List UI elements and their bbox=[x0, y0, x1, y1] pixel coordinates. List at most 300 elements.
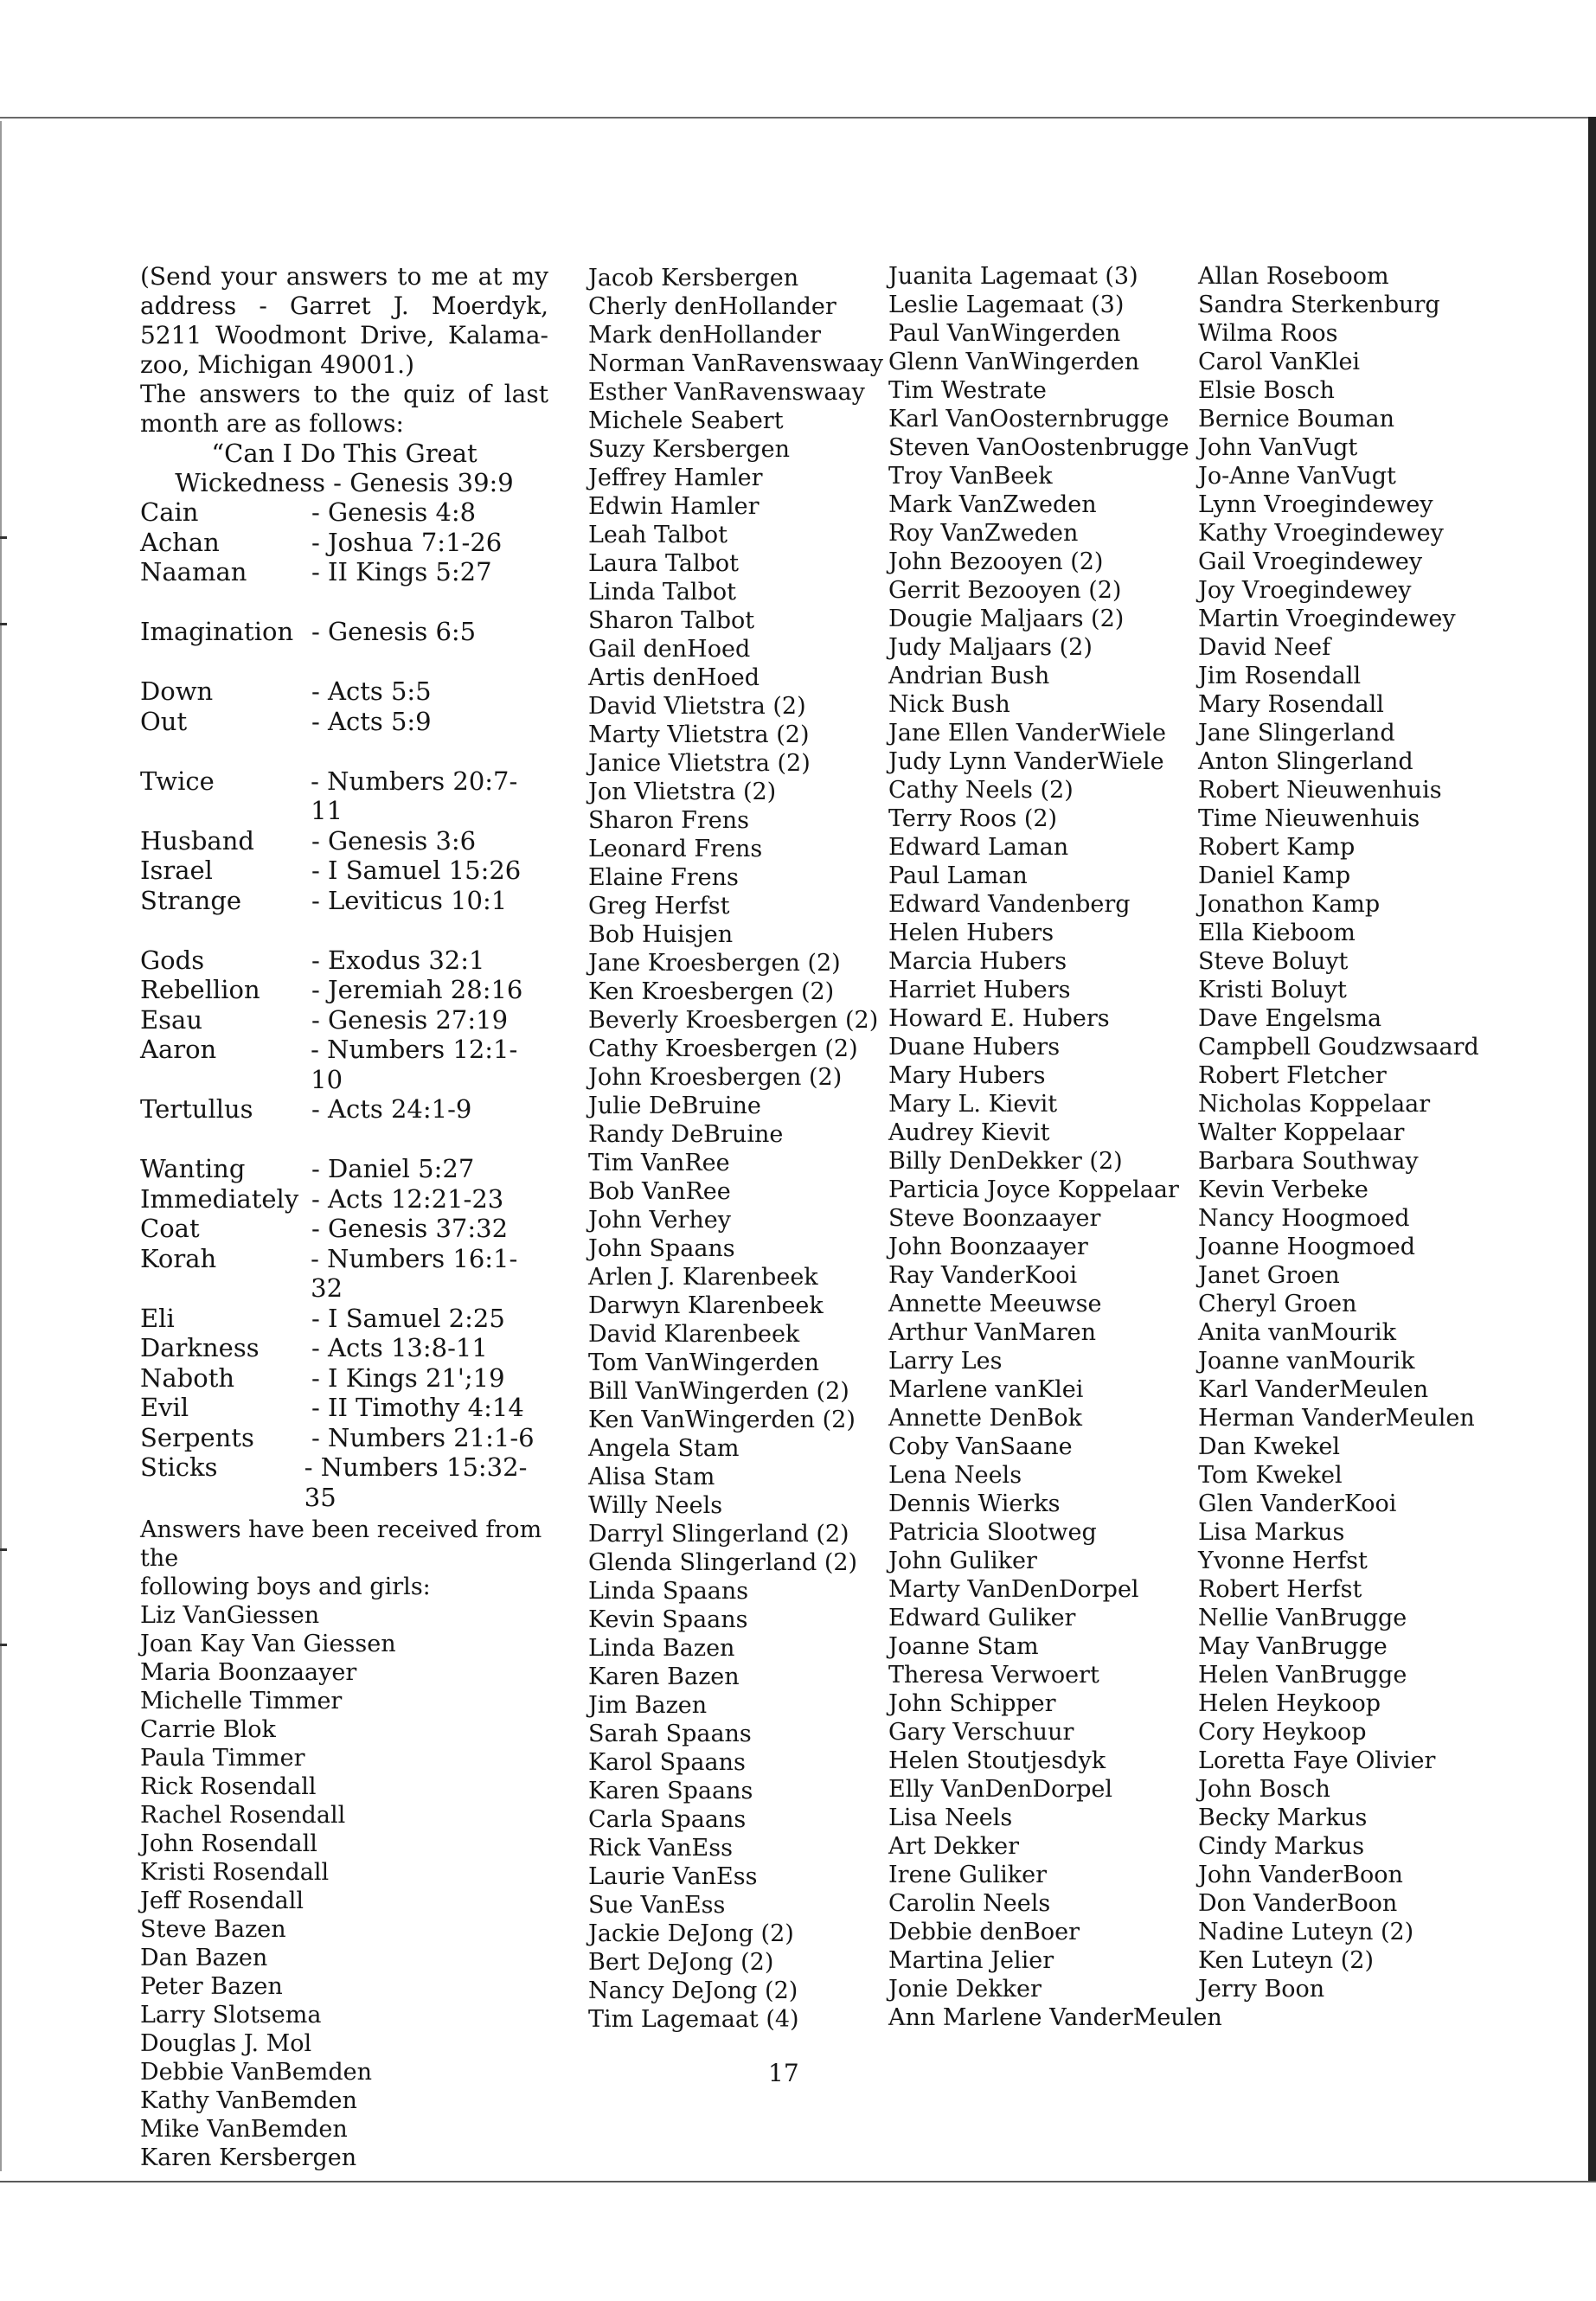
participant-name: Bill VanWingerden (2) bbox=[588, 1378, 849, 1405]
quiz-answer-row bbox=[140, 1363, 548, 1394]
quiz-answer-word: Korah bbox=[140, 1243, 217, 1273]
participant-name: Kristi Boluyt bbox=[1198, 977, 1347, 1003]
quiz-answer-row bbox=[140, 1005, 548, 1035]
participant-name: Lena Neels bbox=[888, 1462, 1022, 1489]
scan-mark bbox=[0, 536, 7, 539]
quiz-answer-word: Coat bbox=[140, 1214, 200, 1243]
participant-name: Roy VanZweden bbox=[888, 520, 1079, 547]
participant-name: Nancy Hoogmoed bbox=[1198, 1205, 1410, 1232]
participant-name: Cory Heykoop bbox=[1198, 1719, 1367, 1746]
participant-name: Joy Vroegindewey bbox=[1198, 577, 1412, 604]
participant-name: Kevin Spaans bbox=[588, 1606, 748, 1633]
page-edge-bottom bbox=[0, 2181, 1596, 2182]
page-edge-left bbox=[0, 121, 2, 2171]
quiz-answer-reference: - I Kings 21';19 bbox=[311, 1362, 505, 1393]
quiz-answer-reference: - Genesis 27:19 bbox=[311, 1004, 509, 1035]
participant-name: Glenn VanWingerden bbox=[888, 349, 1140, 375]
participant-name: Cathy Neels (2) bbox=[888, 777, 1074, 804]
participant-name: Linda Bazen bbox=[588, 1635, 735, 1662]
participant-name: Willy Neels bbox=[588, 1492, 723, 1519]
quiz-title: Wickedness - Genesis 39:9 bbox=[175, 468, 514, 497]
participant-name: David Vlietstra (2) bbox=[588, 693, 806, 720]
participant-name: Mark VanZweden bbox=[888, 491, 1097, 518]
participant-name: Anita vanMourik bbox=[1198, 1319, 1396, 1346]
participant-name: Paula Timmer bbox=[140, 1745, 305, 1772]
quiz-answer-reference: - Numbers 15:32-35 bbox=[304, 1452, 528, 1512]
participant-name: Marcia Hubers bbox=[888, 948, 1067, 975]
participant-name: Gail denHoed bbox=[588, 636, 751, 663]
participant-name: John Rosendall bbox=[140, 1830, 317, 1857]
participant-name: Gerrit Bezooyen (2) bbox=[888, 577, 1122, 604]
quiz-answer-row bbox=[140, 497, 548, 528]
participant-name: Nancy DeJong (2) bbox=[588, 1977, 798, 2004]
quiz-answer-word: Naboth bbox=[140, 1362, 235, 1393]
quiz-answer-word: Naaman bbox=[140, 557, 247, 586]
participant-name: Ella Kieboom bbox=[1198, 920, 1356, 946]
participant-name: Coby VanSaane bbox=[888, 1433, 1073, 1460]
participant-name: Arthur VanMaren bbox=[888, 1319, 1097, 1346]
participant-name: Terry Roos (2) bbox=[888, 805, 1058, 832]
participant-name: Robert Kamp bbox=[1198, 834, 1356, 861]
quiz-answer-reference: - Numbers 16:1-32 bbox=[311, 1243, 518, 1303]
quiz-answer-row bbox=[140, 557, 548, 587]
participant-name: Martin Vroegindewey bbox=[1198, 606, 1456, 632]
participant-name: Elly VanDenDorpel bbox=[888, 1776, 1113, 1803]
participant-name: Mary Hubers bbox=[888, 1062, 1046, 1089]
participant-name: Billy DenDekker (2) bbox=[888, 1148, 1123, 1175]
participant-name: Helen Hubers bbox=[888, 920, 1054, 946]
page-number: 17 bbox=[768, 2059, 799, 2087]
quiz-group-gap bbox=[140, 647, 548, 677]
quiz-answer-row bbox=[140, 766, 548, 826]
intro-paragraph bbox=[140, 262, 548, 439]
participant-name: Jackie DeJong (2) bbox=[588, 1920, 794, 1947]
quiz-answer-word: Immediately bbox=[140, 1183, 299, 1214]
scan-mark bbox=[0, 1548, 7, 1551]
quiz-answer-row bbox=[140, 1244, 548, 1304]
participant-name: Alisa Stam bbox=[588, 1464, 715, 1490]
participant-name: Janet Groen bbox=[1198, 1262, 1340, 1289]
participant-name: Gary Verschuur bbox=[888, 1719, 1074, 1746]
quiz-answer-reference: - II Timothy 4:14 bbox=[311, 1393, 524, 1422]
participant-name: Leonard Frens bbox=[588, 836, 763, 862]
participant-name: Duane Hubers bbox=[888, 1034, 1061, 1061]
name-list bbox=[888, 262, 1222, 2032]
quiz-answer-word: Darkness bbox=[140, 1333, 260, 1362]
participant-name: Joanne vanMourik bbox=[1198, 1348, 1415, 1375]
participant-name: Kathy Vroegindewey bbox=[1198, 520, 1444, 547]
quiz-answer-row bbox=[140, 1214, 548, 1244]
quiz-answer-reference: - Genesis 37:32 bbox=[311, 1214, 509, 1243]
participant-name: Judy Maljaars (2) bbox=[888, 634, 1093, 661]
intro-line: address - Garret J. Moerdyk, bbox=[140, 292, 548, 320]
participant-name: Nicholas Koppelaar bbox=[1198, 1091, 1431, 1118]
quiz-answer-word: Eli bbox=[140, 1303, 175, 1333]
quiz-answer-word: Achan bbox=[140, 527, 220, 557]
name-list bbox=[588, 264, 884, 2034]
participant-name: Jane Slingerland bbox=[1198, 720, 1395, 747]
participant-name: Audrey Kievit bbox=[888, 1119, 1050, 1146]
column-2 bbox=[588, 264, 884, 2034]
participant-name: Carolin Neels bbox=[888, 1890, 1051, 1917]
participant-name: Joanne Hoogmoed bbox=[1198, 1234, 1415, 1260]
quiz-answer-word: Twice bbox=[140, 766, 215, 796]
quiz-answer-word: Husband bbox=[140, 825, 254, 856]
participant-name: Jane Ellen VanderWiele bbox=[888, 720, 1166, 747]
participant-name: Ken Kroesbergen (2) bbox=[588, 978, 835, 1005]
participant-name: David Klarenbeek bbox=[588, 1321, 800, 1348]
participant-name: Liz VanGiessen bbox=[140, 1602, 320, 1629]
participant-name: Cherly denHollander bbox=[588, 293, 836, 320]
participant-name: Elaine Frens bbox=[588, 864, 739, 891]
page-edge-top bbox=[0, 117, 1596, 119]
quiz-answer-word: Strange bbox=[140, 885, 242, 915]
participant-name: Rick VanEss bbox=[588, 1835, 733, 1862]
participant-name: Carol VanKlei bbox=[1198, 349, 1361, 375]
quiz-answer-reference: - Acts 5:9 bbox=[311, 706, 432, 736]
participant-name: David Neef bbox=[1198, 634, 1331, 661]
participant-name: Norman VanRavenswaay bbox=[588, 350, 884, 377]
quiz-answer-word: Esau bbox=[140, 1004, 203, 1035]
participant-name: Paul VanWingerden bbox=[888, 320, 1121, 347]
participant-name: Sharon Frens bbox=[588, 807, 749, 834]
participant-name: Tim Westrate bbox=[888, 377, 1047, 404]
participant-name: Walter Koppelaar bbox=[1198, 1119, 1405, 1146]
participant-name: Artis denHoed bbox=[588, 664, 760, 691]
participant-name: Annette Meeuwse bbox=[888, 1291, 1102, 1317]
participant-name: Nadine Luteyn (2) bbox=[1198, 1919, 1414, 1945]
quiz-answer-word: Rebellion bbox=[140, 975, 260, 1004]
quiz-answer-word: Evil bbox=[140, 1393, 189, 1422]
participant-name: Tim Lagemaat (4) bbox=[588, 2006, 799, 2033]
participant-name: Edward Laman bbox=[888, 834, 1069, 861]
quiz-answer-row bbox=[140, 617, 548, 647]
participant-name: Debbie denBoer bbox=[888, 1919, 1080, 1945]
participant-name: Helen VanBrugge bbox=[1198, 1662, 1407, 1689]
participant-name: Becky Markus bbox=[1198, 1804, 1368, 1831]
participant-name: Carrie Blok bbox=[140, 1716, 276, 1743]
quiz-answer-row bbox=[140, 975, 548, 1005]
participant-name: Karl VanderMeulen bbox=[1198, 1376, 1429, 1403]
participant-name: Jim Bazen bbox=[588, 1692, 708, 1719]
intro-line: (Send your answers to me at my bbox=[140, 262, 548, 291]
participant-name: Joan Kay Van Giessen bbox=[140, 1631, 396, 1657]
quiz-answer-reference: - Acts 12:21-23 bbox=[311, 1183, 504, 1214]
participant-name: Debbie VanBemden bbox=[140, 2059, 372, 2086]
quiz-answer-reference: - I Samuel 2:25 bbox=[311, 1303, 505, 1333]
participant-name: Douglas J. Mol bbox=[140, 2030, 312, 2057]
participant-name: Irene Guliker bbox=[888, 1862, 1047, 1888]
participant-name: Steve Boluyt bbox=[1198, 948, 1349, 975]
participant-name: Jacob Kersbergen bbox=[588, 265, 799, 292]
quiz-answer-word: Tertullus bbox=[140, 1094, 253, 1124]
quiz-title: “Can I Do This Great bbox=[211, 439, 478, 468]
participant-name: Tom VanWingerden bbox=[588, 1349, 819, 1376]
quiz-answer-row bbox=[140, 1452, 548, 1512]
participant-name: Jeff Rosendall bbox=[140, 1888, 304, 1914]
participant-name: John Boonzaayer bbox=[888, 1234, 1088, 1260]
participant-name: Time Nieuwenhuis bbox=[1198, 805, 1420, 832]
participant-name: Wilma Roos bbox=[1198, 320, 1338, 347]
participant-name: Linda Talbot bbox=[588, 579, 736, 606]
participant-name: Ken Luteyn (2) bbox=[1198, 1947, 1375, 1974]
quiz-answer-row bbox=[140, 1184, 548, 1215]
participant-name: Jon Vlietstra (2) bbox=[588, 779, 777, 805]
participant-name: Esther VanRavenswaay bbox=[588, 379, 865, 406]
participant-name: Mary L. Kievit bbox=[888, 1091, 1058, 1118]
intro-line: month are as follows: bbox=[140, 409, 404, 438]
participant-name: Dan Bazen bbox=[140, 1945, 268, 1971]
participant-name: Dave Engelsma bbox=[1198, 1005, 1382, 1032]
participant-name: Helen Stoutjesdyk bbox=[888, 1747, 1106, 1774]
participant-name: Gail Vroegindewey bbox=[1198, 548, 1423, 575]
participant-name: Tim VanRee bbox=[588, 1150, 730, 1176]
participant-name: Larry Les bbox=[888, 1348, 1003, 1375]
participant-name: Carla Spaans bbox=[588, 1806, 747, 1833]
participant-name: Campbell Goudzwsaard bbox=[1198, 1034, 1479, 1061]
participant-name: Anton Slingerland bbox=[1198, 748, 1413, 775]
participant-name: May VanBrugge bbox=[1198, 1633, 1388, 1660]
participant-name: Yvonne Herfst bbox=[1198, 1548, 1368, 1574]
participant-name: John Spaans bbox=[588, 1235, 735, 1262]
quiz-group-gap bbox=[140, 587, 548, 618]
participant-name: Karen Kersbergen bbox=[140, 2144, 357, 2171]
participant-name: Leah Talbot bbox=[588, 522, 728, 548]
participant-name: John Bezooyen (2) bbox=[888, 548, 1104, 575]
quiz-answer-reference: - Joshua 7:1-26 bbox=[311, 527, 503, 557]
participant-name: John Guliker bbox=[888, 1548, 1037, 1574]
participant-name: Robert Herfst bbox=[1198, 1576, 1362, 1603]
participant-name: Art Dekker bbox=[888, 1833, 1020, 1860]
participant-name: Darryl Slingerland (2) bbox=[588, 1521, 849, 1548]
participant-name: Howard E. Hubers bbox=[888, 1005, 1110, 1032]
participant-name: Sue VanEss bbox=[588, 1892, 726, 1919]
participant-name: Karen Bazen bbox=[588, 1663, 740, 1690]
participant-name: John Verhey bbox=[588, 1207, 731, 1234]
participant-name: Steve Boonzaayer bbox=[888, 1205, 1101, 1232]
participant-name: Jane Kroesbergen (2) bbox=[588, 950, 841, 977]
participant-name: Loretta Faye Olivier bbox=[1198, 1747, 1436, 1774]
received-intro: following boys and girls: bbox=[140, 1574, 431, 1600]
quiz-answer-row bbox=[140, 886, 548, 916]
participant-name: Theresa Verwoert bbox=[888, 1662, 1099, 1689]
quiz-answer-row bbox=[140, 1094, 548, 1125]
participant-name: Andrian Bush bbox=[888, 663, 1050, 689]
participant-name: Dougie Maljaars (2) bbox=[888, 606, 1125, 632]
participant-name: Leslie Lagemaat (3) bbox=[888, 292, 1125, 318]
participant-name: Dan Kwekel bbox=[1198, 1433, 1340, 1460]
quiz-group-gap bbox=[140, 736, 548, 766]
participant-name: Arlen J. Klarenbeek bbox=[588, 1264, 818, 1291]
participant-name: Patricia Slootweg bbox=[888, 1519, 1097, 1546]
participant-name: Sandra Sterkenburg bbox=[1198, 292, 1440, 318]
participant-name: Greg Herfst bbox=[588, 893, 730, 920]
participant-name: Dennis Wierks bbox=[888, 1490, 1061, 1517]
participant-name: Edward Vandenberg bbox=[888, 891, 1131, 918]
quiz-answer-row bbox=[140, 826, 548, 856]
name-list bbox=[1198, 262, 1570, 2003]
page-edge-right bbox=[1588, 117, 1596, 2182]
quiz-answer-word: Gods bbox=[140, 945, 205, 975]
participant-name: Sharon Talbot bbox=[588, 607, 755, 634]
quiz-answer-reference: - Genesis 4:8 bbox=[311, 497, 477, 527]
participant-name: Kristi Rosendall bbox=[140, 1859, 330, 1886]
participant-name: Paul Laman bbox=[888, 862, 1028, 889]
quiz-answer-list bbox=[140, 497, 548, 1512]
participant-name: Glenda Slingerland (2) bbox=[588, 1549, 858, 1576]
participant-name: John Schipper bbox=[888, 1690, 1056, 1717]
participant-name: Jonie Dekker bbox=[888, 1976, 1042, 2003]
participant-name: Mary Rosendall bbox=[1198, 691, 1384, 718]
column-4 bbox=[1198, 262, 1570, 2003]
participant-name: Marty VanDenDorpel bbox=[888, 1576, 1139, 1603]
participant-name: Marty Vlietstra (2) bbox=[588, 721, 810, 748]
participant-name: Kevin Verbeke bbox=[1198, 1176, 1368, 1203]
participant-name: Julie DeBruine bbox=[588, 1093, 761, 1119]
quiz-answer-reference: - I Samuel 15:26 bbox=[311, 856, 522, 885]
scan-mark bbox=[0, 1644, 7, 1646]
participant-name: Jeffrey Hamler bbox=[588, 465, 763, 491]
participant-name: Lisa Markus bbox=[1198, 1519, 1345, 1546]
participant-name: Rachel Rosendall bbox=[140, 1802, 346, 1829]
quiz-answer-reference: - Jeremiah 28:16 bbox=[311, 975, 523, 1004]
column-3 bbox=[888, 262, 1222, 2032]
quiz-answer-row bbox=[140, 707, 548, 737]
participant-name: Lynn Vroegindewey bbox=[1198, 491, 1433, 518]
participant-name: Janice Vlietstra (2) bbox=[588, 750, 811, 777]
participant-name: Martina Jelier bbox=[888, 1947, 1054, 1974]
quiz-answer-reference: - Leviticus 10:1 bbox=[311, 885, 508, 915]
quiz-answer-reference: - Numbers 12:1-10 bbox=[311, 1035, 518, 1094]
participant-name: Randy DeBruine bbox=[588, 1121, 784, 1148]
quiz-answer-word: Israel bbox=[140, 856, 213, 885]
participant-name: Robert Nieuwenhuis bbox=[1198, 777, 1442, 804]
quiz-answer-row bbox=[140, 945, 548, 976]
participant-name: Annette DenBok bbox=[888, 1405, 1082, 1432]
participant-name: Bob Huisjen bbox=[588, 921, 734, 948]
quiz-answer-row bbox=[140, 1423, 548, 1453]
quiz-answer-row bbox=[140, 1154, 548, 1184]
participant-name: John Kroesbergen (2) bbox=[588, 1064, 843, 1091]
quiz-answer-reference: - Daniel 5:27 bbox=[311, 1154, 475, 1183]
intro-line: The answers to the quiz of last bbox=[140, 380, 548, 408]
participant-name: Karen Spaans bbox=[588, 1778, 753, 1804]
quiz-answer-reference: - Acts 13:8-11 bbox=[311, 1333, 488, 1362]
participant-name: Jerry Boon bbox=[1198, 1976, 1325, 2003]
participant-name: Angela Stam bbox=[588, 1435, 740, 1462]
participant-name: Robert Fletcher bbox=[1198, 1062, 1387, 1089]
participant-name: Don VanderBoon bbox=[1198, 1890, 1398, 1917]
participant-name: Jim Rosendall bbox=[1198, 663, 1362, 689]
participant-name: Edwin Hamler bbox=[588, 493, 760, 520]
intro-line: zoo, Michigan 49001.) bbox=[140, 350, 415, 379]
participant-name: Ann Marlene VanderMeulen bbox=[888, 2004, 1222, 2031]
quiz-answer-word: Aaron bbox=[140, 1035, 217, 1064]
participant-name: Allan Roseboom bbox=[1198, 263, 1389, 290]
participant-name: Mike VanBemden bbox=[140, 2116, 348, 2143]
participant-name: Beverly Kroesbergen (2) bbox=[588, 1007, 879, 1034]
quiz-answer-word: Serpents bbox=[140, 1422, 254, 1452]
quiz-answer-row bbox=[140, 1393, 548, 1423]
participant-name: Karol Spaans bbox=[588, 1749, 746, 1776]
quiz-answer-row bbox=[140, 1304, 548, 1334]
participant-name: Judy Lynn VanderWiele bbox=[888, 748, 1164, 775]
column-1 bbox=[140, 262, 548, 2172]
participant-name: Mark denHollander bbox=[588, 322, 821, 349]
quiz-answer-reference: - Acts 5:5 bbox=[311, 676, 432, 706]
participant-name: Joanne Stam bbox=[888, 1633, 1039, 1660]
participant-name: Kathy VanBemden bbox=[140, 2087, 357, 2114]
participant-name: Ken VanWingerden (2) bbox=[588, 1407, 856, 1433]
participant-name: John VanderBoon bbox=[1198, 1862, 1403, 1888]
quiz-answer-word: Out bbox=[140, 706, 188, 736]
quiz-answer-row bbox=[140, 1333, 548, 1363]
participant-name: Ray VanderKooi bbox=[888, 1262, 1078, 1289]
participant-name: Steven VanOostenbrugge bbox=[888, 434, 1189, 461]
participant-name: Suzy Kersbergen bbox=[588, 436, 790, 463]
quiz-answer-row bbox=[140, 1035, 548, 1094]
participant-name: Nick Bush bbox=[888, 691, 1010, 718]
quiz-answer-reference: - Numbers 20:7-11 bbox=[311, 766, 518, 825]
name-list bbox=[140, 1601, 548, 2172]
participant-name: Lisa Neels bbox=[888, 1804, 1013, 1831]
participant-name: Elsie Bosch bbox=[1198, 377, 1335, 404]
quiz-answer-reference: - Acts 24:1-9 bbox=[311, 1094, 472, 1124]
participant-name: Cheryl Groen bbox=[1198, 1291, 1357, 1317]
quiz-answer-word: Imagination bbox=[140, 617, 294, 646]
participant-name: John Bosch bbox=[1198, 1776, 1330, 1803]
participant-name: Michele Seabert bbox=[588, 407, 784, 434]
quiz-answer-word: Sticks bbox=[140, 1452, 218, 1482]
participant-name: Helen Heykoop bbox=[1198, 1690, 1381, 1717]
participant-name: Barbara Southway bbox=[1198, 1148, 1419, 1175]
participant-name: Rick Rosendall bbox=[140, 1773, 317, 1800]
scan-mark bbox=[0, 623, 7, 625]
intro-line: 5211 Woodmont Drive, Kalama- bbox=[140, 321, 548, 349]
participant-name: Laura Talbot bbox=[588, 550, 740, 577]
quiz-answer-word: Wanting bbox=[140, 1154, 246, 1183]
quiz-answer-row bbox=[140, 676, 548, 707]
participant-name: Tom Kwekel bbox=[1198, 1462, 1343, 1489]
participant-name: Herman VanderMeulen bbox=[1198, 1405, 1475, 1432]
participant-name: Laurie VanEss bbox=[588, 1863, 758, 1890]
participant-name: Karl VanOosternbrugge bbox=[888, 406, 1170, 433]
participant-name: Harriet Hubers bbox=[888, 977, 1071, 1003]
participant-name: Bob VanRee bbox=[588, 1178, 731, 1205]
participant-name: Larry Slotsema bbox=[140, 2002, 322, 2029]
quiz-answer-word: Down bbox=[140, 676, 214, 706]
quiz-answer-reference: - Genesis 3:6 bbox=[311, 825, 477, 856]
participant-name: Daniel Kamp bbox=[1198, 862, 1351, 889]
participant-name: Bert DeJong (2) bbox=[588, 1949, 774, 1976]
participant-name: Sarah Spaans bbox=[588, 1721, 752, 1747]
participant-name: Darwyn Klarenbeek bbox=[588, 1292, 824, 1319]
quiz-answer-reference: - II Kings 5:27 bbox=[311, 557, 492, 586]
participant-name: Edward Guliker bbox=[888, 1605, 1076, 1631]
participant-name: John VanVugt bbox=[1198, 434, 1358, 461]
participant-name: Nellie VanBrugge bbox=[1198, 1605, 1407, 1631]
quiz-answer-reference: - Numbers 21:1-6 bbox=[311, 1422, 535, 1452]
participant-name: Peter Bazen bbox=[140, 1973, 283, 2000]
participant-name: Maria Boonzaayer bbox=[140, 1659, 357, 1686]
participant-name: Troy VanBeek bbox=[888, 463, 1053, 490]
participant-name: Bernice Bouman bbox=[1198, 406, 1395, 433]
participant-name: Particia Joyce Koppelaar bbox=[888, 1176, 1179, 1203]
quiz-group-gap bbox=[140, 1125, 548, 1155]
participant-name: Steve Bazen bbox=[140, 1916, 286, 1943]
participant-name: Cindy Markus bbox=[1198, 1833, 1365, 1860]
quiz-answer-reference: - Exodus 32:1 bbox=[311, 945, 485, 975]
